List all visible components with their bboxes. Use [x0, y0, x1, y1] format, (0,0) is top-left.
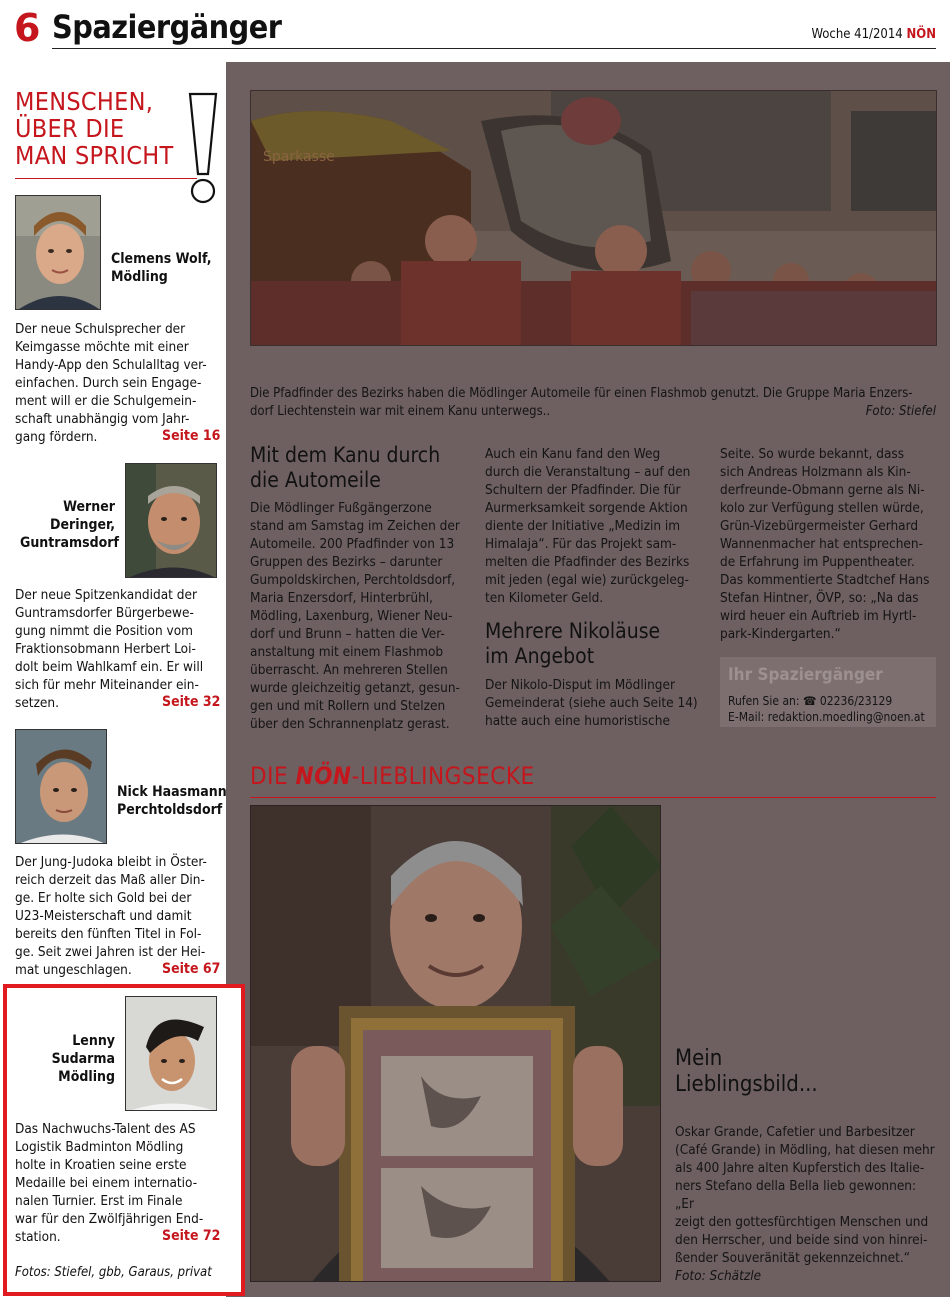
text-line: Schultern der Pfadfinder. Die für [485, 482, 681, 498]
header-divider [52, 48, 936, 49]
text-line: Maria Enzersdorf, Hinterbrühl, [250, 590, 434, 606]
text-line: melten die Pfadfinder des Bezirks [485, 554, 690, 570]
text-line: holte in Kroatien seine erste [15, 1157, 187, 1173]
text-line: Medaille bei einem internatio- [15, 1175, 198, 1191]
issue-label [811, 27, 936, 42]
contact-phone-line [728, 694, 892, 708]
page-reference[interactable]: Seite 72 [162, 1228, 221, 1244]
title-part: DIE [250, 762, 296, 790]
page-reference[interactable]: Seite 67 [162, 961, 221, 977]
person-name [117, 783, 227, 819]
text-line: ßender Souveränität gekennzeichnet.“ [675, 1250, 910, 1266]
text-line: de Erfahrung im Puppentheater. [720, 554, 915, 570]
page-number: 6 [14, 6, 41, 50]
portrait-lenny-sudarma [125, 996, 217, 1111]
text-line: Logistik Badminton Mödling [15, 1139, 184, 1155]
person-name [111, 250, 211, 286]
text-line: Guntramsdorfer Bürgerbewe- [15, 605, 194, 621]
lieblingsecke-title [250, 762, 535, 790]
text-line: Automeile. 200 Pfadfinder von 13 [250, 536, 455, 552]
text-line: nalen Turnier. Erst im Finale [15, 1193, 183, 1209]
person-name-line: Werner [63, 499, 115, 515]
text-line: Keimgasse möchte mit einer [15, 339, 189, 355]
text-line: (Café Grande) in Mödling, hat diesen mehr [675, 1142, 935, 1158]
text-line: Seite. So wurde bekannt, dass [720, 446, 905, 462]
person-name-line: Mödling [111, 269, 168, 285]
text-line: sich Andreas Holzmann als Kin- [720, 464, 911, 480]
text-line: Handy-App den Schulalltag ver- [15, 357, 207, 373]
article-body-column-2 [485, 445, 699, 607]
email-label: E-Mail: [728, 710, 765, 724]
issue-week: Woche 41/2014 [811, 27, 903, 42]
headline-line: Mein [675, 1046, 723, 1071]
phone-icon: ☎ [802, 694, 817, 708]
article-body-column-1 [250, 499, 464, 733]
text-line: ment will er die Schulgemein- [15, 393, 197, 409]
person-name-line: Lenny [72, 1033, 115, 1049]
headline-line: im Angebot [485, 644, 595, 668]
menschen-title-line: MENSCHEN, [15, 87, 154, 116]
contact-title: Ihr Spaziergänger [728, 665, 883, 685]
text-line: stand am Samstag im Zeichen der [250, 518, 460, 534]
email-address[interactable]: redaktion.moedling@noen.at [767, 710, 925, 724]
menschen-title-line: ÜBER DIE [15, 114, 125, 143]
text-line: Der neue Schulsprecher der [15, 321, 186, 337]
title-part: -LIEBLINGSECKE [351, 762, 535, 790]
text-line: Gruppen des Bezirks – darunter [250, 554, 443, 570]
text-line: einfachen. Durch sein Engage- [15, 375, 202, 391]
text-line: park-Kindergarten.“ [720, 626, 841, 642]
person-name-line: Deringer, [49, 517, 115, 533]
portrait-clemens-wolf [15, 195, 101, 310]
text-line: anstaltung mit einem Flashmob [250, 644, 444, 660]
person-name-line: Perchtoldsdorf [117, 802, 223, 818]
text-line: als 400 Jahre alten Kupferstich des Italie- [675, 1160, 925, 1176]
text-line: ge. Er holte sich Gold bei der [15, 890, 192, 906]
text-line: Wannenmacher hat entsprechen- [720, 536, 923, 552]
text-line: U23-Meisterschaft und damit [15, 908, 192, 924]
lieblingsbild-photo [250, 805, 661, 1282]
text-line: zeigt den gottesfürchtigen Menschen und [675, 1214, 929, 1230]
text-line: wurde gleichzeitig getanzt, gesun- [250, 680, 460, 696]
headline-line: Mit dem Kanu durch [250, 443, 441, 467]
text-line: Auch ein Kanu fand den Weg [485, 446, 661, 462]
text-line: hatte auch eine humoristische [485, 713, 670, 729]
text-line: gung nimmt die Position vom [15, 623, 193, 639]
page-header [0, 0, 950, 62]
text-line: wird heuer ein Auftrieb im Hyrtl- [720, 608, 917, 624]
photo-caption [250, 385, 936, 421]
person-name-line: Clemens Wolf, [111, 251, 212, 267]
text-line: Gumpoldskirchen, Perchtoldsdorf, [250, 572, 456, 588]
text-line: ten Kilometer Geld. [485, 590, 604, 606]
text-line: ge. Seit zwei Jahren ist der Hei- [15, 944, 206, 960]
text-line: Der neue Spitzenkandidat der [15, 587, 197, 603]
text-line: Mödling, Laxenburg, Wiener Neu- [250, 608, 453, 624]
text-line: Stefan Hintner, ÖVP, so: „Na das [720, 590, 919, 606]
exclamation-icon [183, 92, 223, 207]
phone-label: Rufen Sie an: [728, 694, 800, 708]
text-line: Das kommentierte Stadtchef Hans [720, 572, 930, 588]
text-line: Der Nikolo-Disput im Mödlinger [485, 677, 675, 693]
sparkasse-sign: Sparkasse [263, 149, 335, 165]
lieblingsecke-divider [250, 797, 936, 798]
portrait-nick-haasmann [15, 729, 107, 844]
article-body-column-3 [720, 445, 938, 643]
text-line: kolo zur Verfügung stellen würde, [720, 500, 924, 516]
title-brand: NÖN [295, 762, 352, 790]
person-name [20, 498, 119, 552]
menschen-title [15, 88, 195, 169]
lieblingsbild-text [675, 1123, 937, 1285]
article-headline [250, 443, 440, 493]
person-name-line: Sudarma [51, 1051, 115, 1067]
text-line: Himalaja“. Für das Projekt sam- [485, 536, 677, 552]
text-line: bereits den fünften Titel in Fol- [15, 926, 202, 942]
text-line: den Herrscher, und beide sind von hinrei- [675, 1232, 928, 1248]
text-line: gang fördern. [15, 429, 98, 445]
contact-email-line [728, 710, 925, 724]
pfadfinder-photo [250, 90, 937, 346]
portrait-werner-deringer [125, 463, 217, 578]
photo-credits: Fotos: Stiefel, gbb, Garaus, privat [15, 1265, 212, 1280]
phone-number[interactable]: 02236/23129 [819, 694, 893, 708]
lieblingsbild-headline [675, 1046, 875, 1098]
person-name-line: Guntramsdorf [20, 535, 119, 551]
headline-line: Lieblingsbild... [675, 1072, 818, 1097]
text-line: schaft unabhängig vom Jahr- [15, 411, 190, 427]
text-line: dolt beim Wahlkamf ein. Er will [15, 659, 204, 675]
text-line: gen und mit Rollern und Stelzen [250, 698, 446, 714]
brand-label: NÖN [906, 27, 936, 42]
text-line: mit jeden (egal wie) zurückgeleg- [485, 572, 690, 588]
caption-line: Die Pfadfinder des Bezirks haben die Mödlinger Automeile für einen Flashmob genutzt. Die Gruppe Maria Enzers- [250, 386, 913, 401]
text-line: über den Schrannenplatz gerast. [250, 716, 450, 732]
section-title: Spaziergänger [52, 8, 282, 46]
text-line: Der Jung-Judoka bleibt in Öster- [15, 854, 207, 870]
article-body-column-2b [485, 676, 699, 730]
headline-line: Mehrere Nikoläuse [485, 619, 661, 643]
headline-line: die Automeile [250, 468, 381, 492]
person-name-line: Mödling [58, 1069, 115, 1085]
person-name [20, 1032, 115, 1086]
article-headline [485, 619, 660, 669]
photo-credit: Foto: Schätzle [675, 1268, 762, 1284]
text-line: überrascht. An mehreren Stellen [250, 662, 448, 678]
text-line: diente der Initiative „Medizin im [485, 518, 681, 534]
text-line: Oskar Grande, Cafetier und Barbesitzer [675, 1124, 915, 1140]
text-line: war für den Zwölfjährigen End- [15, 1211, 204, 1227]
page-reference[interactable]: Seite 32 [162, 694, 221, 710]
text-line: ners Stefano della Bella lieb gewonnen: „Er [675, 1178, 917, 1212]
text-line: Die Mödlinger Fußgängerzone [250, 500, 432, 516]
text-line: Gemeinderat (siehe auch Seite 14) [485, 695, 698, 711]
contact-box [720, 657, 936, 727]
caption-line: dorf Liechtenstein war mit einem Kanu unterwegs.. [250, 404, 551, 419]
menschen-title-line: MAN SPRICHT [15, 141, 174, 170]
text-line: Grün-Vizebürgermeister Gerhard [720, 518, 919, 534]
menschen-divider [15, 178, 197, 179]
text-line: Das Nachwuchs-Talent des AS [15, 1121, 196, 1137]
text-line: durch die Veranstaltung – auf den [485, 464, 691, 480]
text-line: station. [15, 1229, 61, 1245]
text-line: mat ungeschlagen. [15, 962, 132, 978]
text-line: setzen. [15, 695, 59, 711]
text-line: reich derzeit das Maß aller Din- [15, 872, 205, 888]
text-line: sich für mehr Miteinander ein- [15, 677, 199, 693]
page-reference[interactable]: Seite 16 [162, 428, 221, 444]
text-line: dorf und Brunn – hatten die Ver- [250, 626, 445, 642]
text-line: Aurmerksamkeit sorgende Aktion [485, 500, 688, 516]
text-line: Fraktionsobmann Herbert Loi- [15, 641, 196, 657]
person-name-line: Nick Haasmann [117, 784, 227, 800]
text-line: derfreunde-Obmann gerne als Ni- [720, 482, 925, 498]
photo-credit-text: Foto: Stiefel [865, 404, 936, 419]
photo-credit [866, 403, 936, 421]
menschen-header-box [0, 62, 226, 210]
